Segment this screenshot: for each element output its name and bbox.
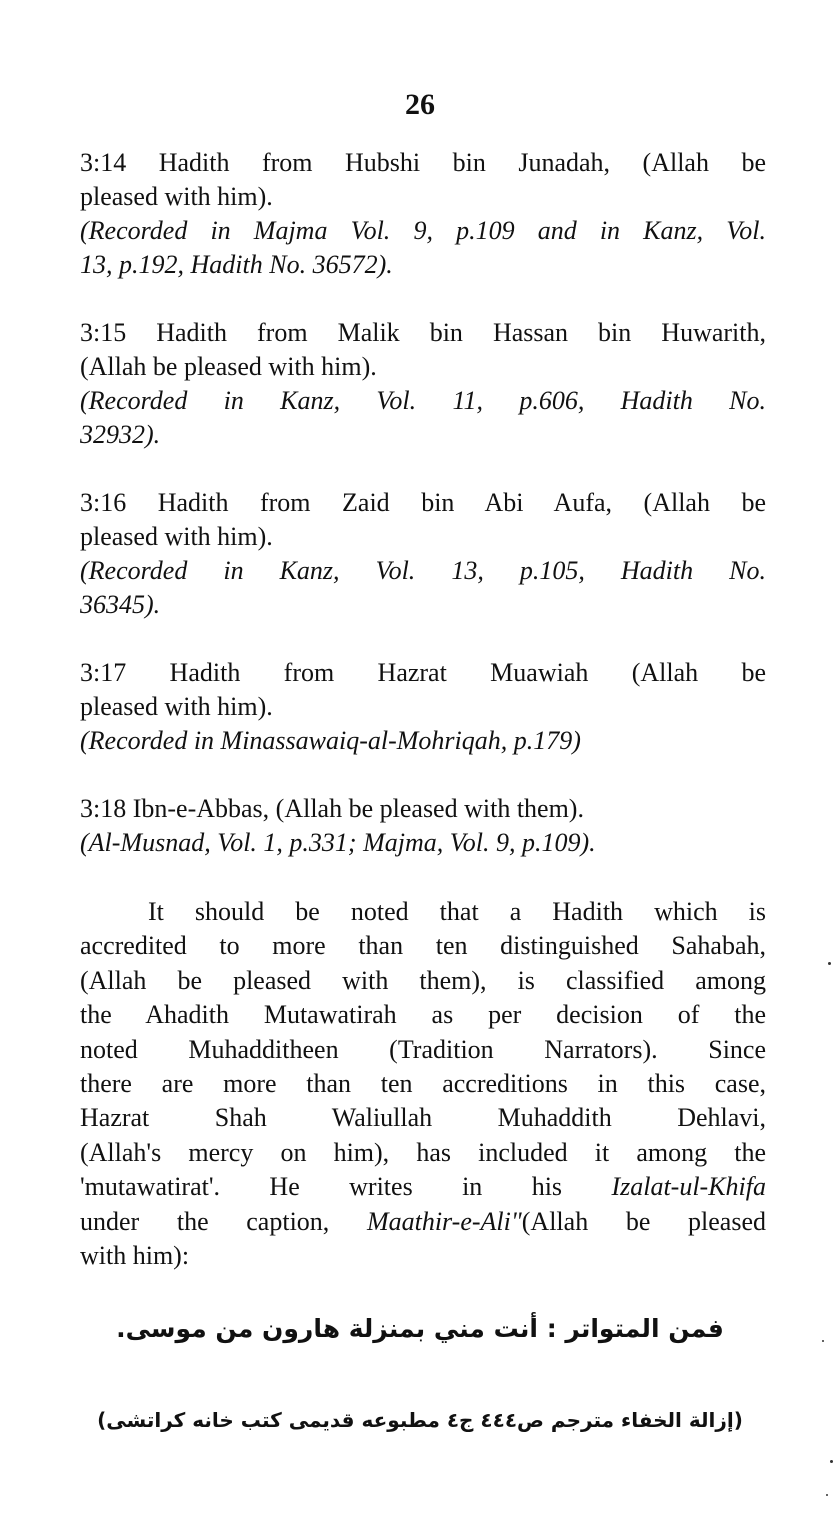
citation-line: 13, p.192, Hadith No. 36572). <box>80 250 393 279</box>
paragraph-line: accredited to more than ten distinguished Sahabah, <box>80 931 766 961</box>
hadith-entry-3-17 <box>80 656 766 758</box>
citation-line: (Recorded in Kanz, Vol. 11, p.606, Hadith No. <box>80 386 766 415</box>
citation-line: (Al-Musnad, Vol. 1, p.331; Majma, Vol. 9, p.109). <box>80 828 596 857</box>
paragraph-line: the Ahadith Mutawatirah as per decision of the <box>80 1000 766 1030</box>
scan-speck <box>830 1460 833 1463</box>
arabic-source-reference: (إزالة الخفاء مترجم ص٤٤٤ ج٤ مطبوعه قديمى كتب خانه كراتشى) <box>97 1408 743 1432</box>
caption-title: Maathir-e-Ali" <box>366 1206 522 1236</box>
hadith-entry-3-18 <box>80 792 766 860</box>
entry-line: 3:18 Ibn-e-Abbas, (Allah be pleased with them). <box>80 794 584 823</box>
body-paragraph <box>80 895 766 1273</box>
entry-line: pleased with him). <box>80 692 273 721</box>
paragraph-line: Hazrat Shah Waliullah Muhaddith Dehlavi, <box>80 1103 766 1133</box>
citation-line: (Recorded in Majma Vol. 9, p.109 and in Kanz, Vol. <box>80 216 766 245</box>
paragraph-line: with him): <box>80 1241 190 1271</box>
citation-line: 32932). <box>80 420 161 449</box>
paragraph-line: there are more than ten accreditions in this case, <box>80 1069 766 1099</box>
book-title: Izalat-ul-Khifa <box>611 1172 767 1202</box>
scan-speck <box>828 962 831 965</box>
hadith-entry-3-16 <box>80 486 766 622</box>
citation-line: 36345). <box>80 590 161 619</box>
entry-line: 3:16 Hadith from Zaid bin Abi Aufa, (Allah be <box>80 488 766 517</box>
citation-line: (Recorded in Minassawaiq-al-Mohriqah, p.179) <box>80 726 581 755</box>
scan-speck <box>826 1494 828 1496</box>
arabic-quotation: فمن المتواتر : أنت مني بمنزلة هارون من موسى. <box>116 1314 724 1343</box>
entry-line: 3:14 Hadith from Hubshi bin Junadah, (Allah be <box>80 148 766 177</box>
paragraph-text: (Allah be pleased <box>521 1206 766 1236</box>
paragraph-line: (Allah be pleased with them), is classified among <box>80 965 766 995</box>
paragraph-line: noted Muhadditheen (Tradition Narrators). Since <box>80 1034 766 1064</box>
paragraph-line: (Allah's mercy on him), has included it among the <box>80 1137 766 1167</box>
entry-line: 3:15 Hadith from Malik bin Hassan bin Huwarith, <box>80 318 766 347</box>
entry-line: pleased with him). <box>80 182 273 211</box>
scan-speck <box>822 1340 824 1342</box>
entry-line: pleased with him). <box>80 522 273 551</box>
hadith-entry-3-15 <box>80 316 766 452</box>
paragraph-line-10 <box>80 1205 766 1239</box>
paragraph-line: It should be noted that a Hadith which is <box>148 897 766 926</box>
paragraph-line-9 <box>80 1170 766 1204</box>
page-number: 26 <box>405 88 435 121</box>
hadith-entry-3-14 <box>80 146 766 282</box>
citation-line: (Recorded in Kanz, Vol. 13, p.105, Hadith No. <box>80 556 766 585</box>
entry-line: (Allah be pleased with him). <box>80 352 377 381</box>
paragraph-text: under the caption, <box>80 1206 330 1236</box>
entry-line: 3:17 Hadith from Hazrat Muawiah (Allah be <box>80 658 766 687</box>
paragraph-text: 'mutawatirat'. He writes in his <box>80 1172 563 1202</box>
